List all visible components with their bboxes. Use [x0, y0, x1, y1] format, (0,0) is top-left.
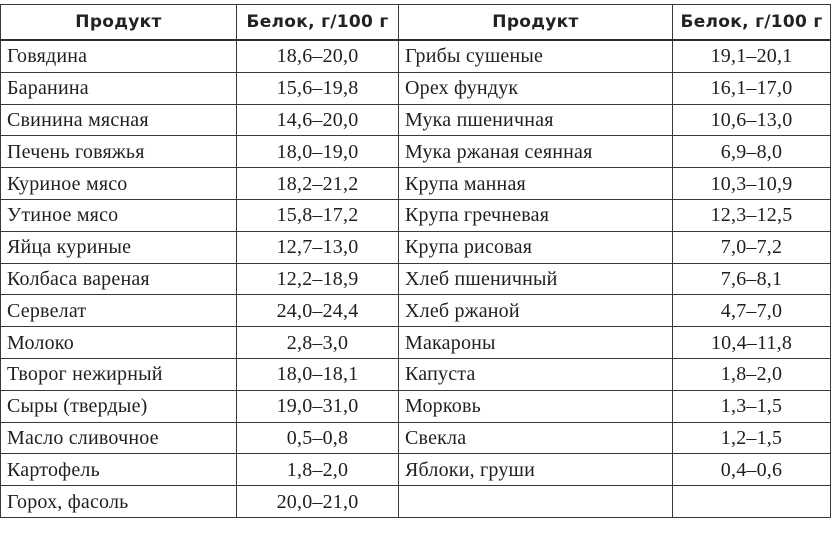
product-right-cell: Крупа гречневая	[399, 199, 673, 231]
table-row	[1, 327, 831, 359]
protein-left-cell: 18,6–20,0	[237, 40, 399, 72]
table-row	[1, 295, 831, 327]
protein-left-cell: 18,2–21,2	[237, 168, 399, 200]
table-header	[1, 5, 831, 41]
header-product-right: Продукт	[399, 5, 673, 41]
protein-left-cell: 18,0–18,1	[237, 358, 399, 390]
product-left-cell: Молоко	[1, 327, 237, 359]
product-right-cell	[399, 486, 673, 518]
protein-right-cell: 1,3–1,5	[673, 390, 831, 422]
table-row	[1, 263, 831, 295]
header-product-left: Продукт	[1, 5, 237, 41]
protein-right-cell: 7,6–8,1	[673, 263, 831, 295]
header-protein-left: Белок, г/100 г	[237, 5, 399, 41]
table-row	[1, 231, 831, 263]
product-right-cell: Мука пшеничная	[399, 104, 673, 136]
protein-left-cell: 15,6–19,8	[237, 72, 399, 104]
table-row	[1, 454, 831, 486]
protein-right-cell: 10,6–13,0	[673, 104, 831, 136]
protein-left-cell: 0,5–0,8	[237, 422, 399, 454]
product-right-cell: Капуста	[399, 358, 673, 390]
product-left-cell: Говядина	[1, 40, 237, 72]
protein-content-table	[0, 4, 831, 518]
product-left-cell: Утиное мясо	[1, 199, 237, 231]
protein-left-cell: 18,0–19,0	[237, 136, 399, 168]
protein-left-cell: 14,6–20,0	[237, 104, 399, 136]
product-right-cell: Мука ржаная сеянная	[399, 136, 673, 168]
product-left-cell: Куриное мясо	[1, 168, 237, 200]
product-left-cell: Колбаса вареная	[1, 263, 237, 295]
product-right-cell: Орех фундук	[399, 72, 673, 104]
protein-right-cell: 16,1–17,0	[673, 72, 831, 104]
table-row	[1, 168, 831, 200]
protein-left-cell: 1,8–2,0	[237, 454, 399, 486]
table-row	[1, 390, 831, 422]
product-left-cell: Сыры (твердые)	[1, 390, 237, 422]
product-left-cell: Масло сливочное	[1, 422, 237, 454]
product-right-cell: Хлеб пшеничный	[399, 263, 673, 295]
protein-right-cell: 10,4–11,8	[673, 327, 831, 359]
protein-right-cell: 10,3–10,9	[673, 168, 831, 200]
product-left-cell: Свинина мясная	[1, 104, 237, 136]
table-row	[1, 104, 831, 136]
product-right-cell: Макароны	[399, 327, 673, 359]
table-row	[1, 72, 831, 104]
product-left-cell: Сервелат	[1, 295, 237, 327]
protein-right-cell: 12,3–12,5	[673, 199, 831, 231]
protein-left-cell: 15,8–17,2	[237, 199, 399, 231]
protein-left-cell: 24,0–24,4	[237, 295, 399, 327]
protein-left-cell: 19,0–31,0	[237, 390, 399, 422]
protein-left-cell: 20,0–21,0	[237, 486, 399, 518]
product-right-cell: Грибы сушеные	[399, 40, 673, 72]
product-right-cell: Свекла	[399, 422, 673, 454]
table-row	[1, 358, 831, 390]
header-row	[1, 5, 831, 41]
protein-left-cell: 2,8–3,0	[237, 327, 399, 359]
product-left-cell: Печень говяжья	[1, 136, 237, 168]
protein-right-cell: 1,2–1,5	[673, 422, 831, 454]
product-left-cell: Баранина	[1, 72, 237, 104]
product-right-cell: Крупа манная	[399, 168, 673, 200]
header-protein-right: Белок, г/100 г	[673, 5, 831, 41]
protein-left-cell: 12,2–18,9	[237, 263, 399, 295]
protein-right-cell: 7,0–7,2	[673, 231, 831, 263]
table-row	[1, 422, 831, 454]
protein-right-cell: 4,7–7,0	[673, 295, 831, 327]
product-right-cell: Крупа рисовая	[399, 231, 673, 263]
product-left-cell: Яйца куриные	[1, 231, 237, 263]
protein-right-cell: 0,4–0,6	[673, 454, 831, 486]
product-left-cell: Горох, фасоль	[1, 486, 237, 518]
protein-right-cell: 6,9–8,0	[673, 136, 831, 168]
product-left-cell: Творог нежирный	[1, 358, 237, 390]
table-body	[1, 40, 831, 517]
table-row	[1, 40, 831, 72]
table-row	[1, 136, 831, 168]
product-right-cell: Морковь	[399, 390, 673, 422]
protein-right-cell	[673, 486, 831, 518]
protein-right-cell: 19,1–20,1	[673, 40, 831, 72]
product-right-cell: Яблоки, груши	[399, 454, 673, 486]
table-row	[1, 199, 831, 231]
protein-right-cell: 1,8–2,0	[673, 358, 831, 390]
product-left-cell: Картофель	[1, 454, 237, 486]
product-right-cell: Хлеб ржаной	[399, 295, 673, 327]
protein-left-cell: 12,7–13,0	[237, 231, 399, 263]
table-row	[1, 486, 831, 518]
